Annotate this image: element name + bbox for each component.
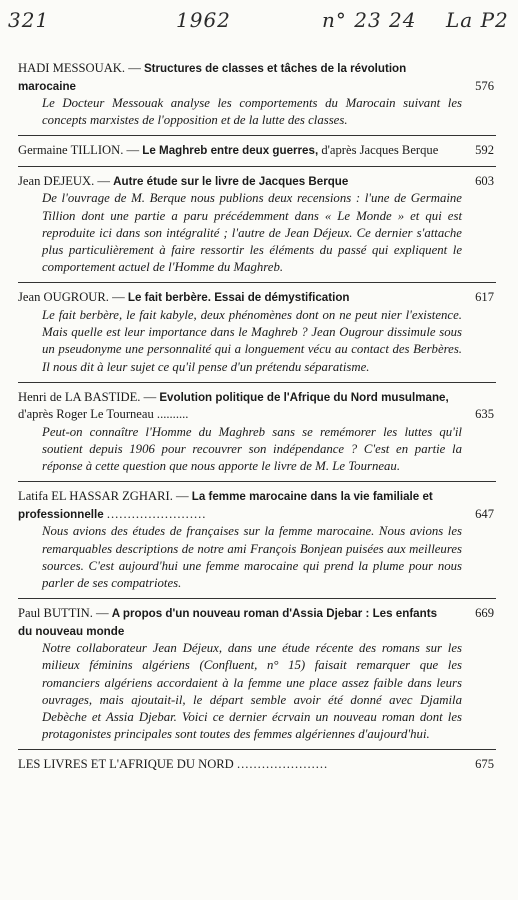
entry-heading (18, 142, 496, 160)
entry-title: A propos d'un nouveau roman d'Assia Djebar : Les enfants du nouveau monde (18, 607, 438, 638)
entry-title: Le Maghreb entre deux guerres, (142, 144, 319, 158)
entry-page: 669 (475, 606, 494, 621)
handwritten-ref: 321 (8, 8, 50, 32)
handwritten-annotations (0, 2, 518, 42)
entry-description: Peut-on connaître l'Homme du Maghreb sans se remémorer les luttes qu'il soutient depuis 1906 pour recouvrer son indépendance ? C'est en partie la réponse à cette question que nous apporte le livre de M. Le Tourneau. (42, 424, 462, 474)
entry-page: 635 (475, 407, 494, 422)
toc-entry (18, 142, 496, 167)
toc-entry (18, 756, 496, 780)
toc-entry (18, 488, 496, 599)
toc-entry (18, 289, 496, 382)
entry-heading (18, 488, 496, 523)
entry-author: Henri de LA BASTIDE. — (18, 389, 157, 404)
entry-title: La femme marocaine dans la vie familiale et professionnelle (18, 490, 433, 521)
entry-author: Jean DEJEUX. — (18, 173, 110, 188)
entry-title: Autre étude sur le livre de Jacques Berque (113, 174, 349, 188)
entry-page: 675 (475, 757, 494, 772)
table-of-contents (18, 60, 496, 786)
handwritten-issue: n° 23 24 (322, 8, 417, 32)
entry-author: Germaine TILLION. — (18, 143, 140, 158)
entry-description: De l'ouvrage de M. Berque nous publions deux recensions : l'une de Germaine Tillion dont une partie a paru précédemment dans « Le Monde » et qui est reproduite ici dans son intégralité ; l'autre de Jean Déjeux. Ce dernier s'attache plus particulièrement à faire ressortir les éléments du passé qui expliquent le comportement actuel de l'Homme du Maghreb. (42, 191, 462, 275)
entry-heading (18, 389, 496, 424)
toc-entry (18, 173, 496, 284)
entry-page: 647 (475, 506, 494, 521)
entry-title: Structures de classes et tâches de la révolution marocaine (18, 62, 407, 93)
entry-heading (18, 60, 496, 95)
entry-author: HADI MESSOUAK. — (18, 61, 141, 75)
entry-author: Latifa EL HASSAR ZGHARI. — (18, 489, 189, 504)
entry-description: Nous avions des études de françaises sur la femme marocaine. Nous avions les remarquables descriptions de notre ami François Bonjean puisées aux meilleures sources. C'est aujourd'hui une femme marocaine qui prend la plume pour nous parler de ses compatriotes. (42, 524, 462, 590)
handwritten-tag: La P2 (446, 8, 509, 32)
entry-description: Le fait berbère, le fait kabyle, deux phénomènes dont on ne peut nier l'existence. Mais quelle est leur importance dans le Maghreb ? Jean Ougrour dissimule sous un pseudonyme une personnalité qui a longuement vécu au contact des Berbères. Il nous dit à leur sujet ce qu'il pense d'un prétendu séparatisme. (42, 307, 462, 374)
toc-entry (18, 60, 496, 136)
entry-extra: d'après Jacques Berque (321, 143, 439, 158)
entry-page: 603 (475, 173, 494, 188)
entry-heading (18, 605, 496, 640)
toc-entry (18, 605, 496, 750)
entry-extra: ........................ (106, 506, 207, 521)
entry-page: 592 (475, 143, 494, 158)
handwritten-year: 1962 (176, 8, 231, 32)
entry-description: Notre collaborateur Jean Déjeux, dans une étude récente des romans sur les milieux féminins algériens (Confluent, n° 15) faisait remarquer que les romanciers algériens accordaient à la femme une place assez faible dans leurs ouvrages, mais ajoutait-il, le départ semble avoir été donné avec Djamila Debèche et Assia Djebar. Voici ce dernier écrvain un nouveau roman dont les protagonistes principales sont toutes des femmes algériennes d'aujourd'hui. (42, 641, 462, 742)
toc-entry (18, 389, 496, 483)
entry-heading (18, 756, 496, 774)
entry-page: 617 (475, 290, 494, 305)
entry-page: 576 (475, 78, 494, 93)
entry-author: Jean OUGROUR. — (18, 290, 125, 305)
entry-extra: d'après Roger Le Tourneau .......... (18, 407, 189, 422)
entry-heading (18, 289, 496, 307)
entry-author: LES LIVRES ET L'AFRIQUE DU NORD (18, 757, 234, 772)
entry-description: Le Docteur Messouak analyse les comportements du Marocain suivant les concepts marxistes de l'opposition et de la lutte des classes. (42, 96, 462, 128)
entry-title: Le fait berbère. Essai de démystification (127, 291, 350, 305)
entry-heading (18, 173, 496, 191)
entry-extra: ...................... (236, 757, 329, 772)
entry-author: Paul BUTTIN. — (18, 606, 109, 621)
entry-title: Evolution politique de l'Afrique du Nord musulmane, (159, 390, 449, 404)
